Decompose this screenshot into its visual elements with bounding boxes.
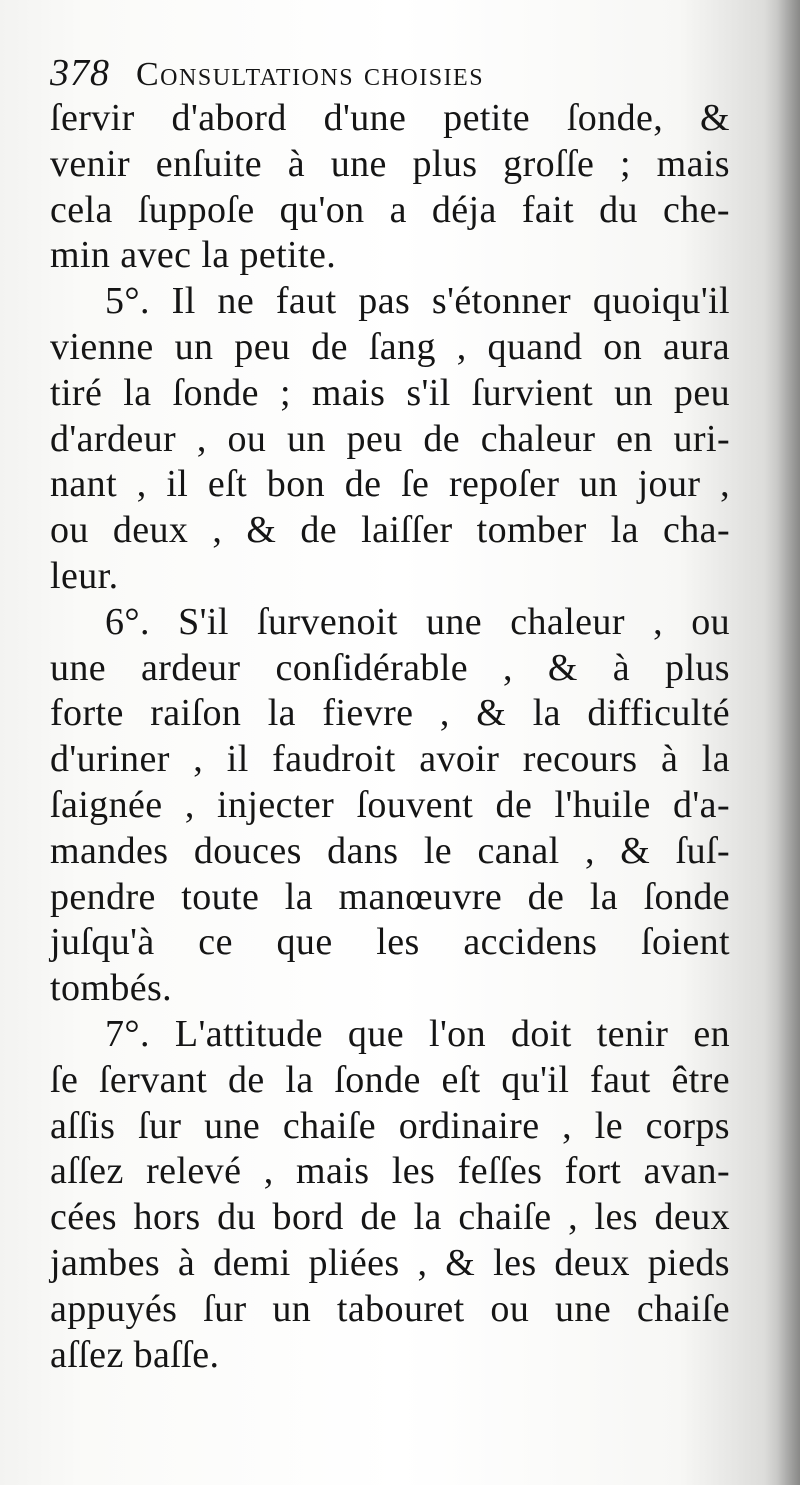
text-line: pendre toute la manœuvre de la ſonde: [50, 875, 730, 918]
text-line: tiré la ſonde ; mais s'il ſurvient un peu: [50, 371, 730, 414]
text-line: aſſez relevé , mais les feſſes fort avan-: [50, 1150, 730, 1193]
text-line: tombés.: [50, 967, 173, 1010]
text-line: min avec la petite.: [50, 234, 337, 277]
page-text: [50, 50, 730, 1378]
text-line: leur.: [50, 554, 119, 597]
text-line: 7°. L'attitude que l'on doit tenir en: [105, 1012, 730, 1055]
text-line: mandes douces dans le canal , & ſuſ-: [50, 829, 730, 872]
text-line: jambes à demi pliées , & les deux pieds: [50, 1241, 730, 1284]
running-head: [50, 50, 730, 96]
text-line: forte raiſon la fievre , & la difficulté: [50, 692, 730, 735]
text-line: cela ſuppoſe qu'on a déja fait du che-: [50, 188, 730, 231]
running-title: Consultations choisies: [136, 56, 485, 93]
page-number: 378: [50, 52, 110, 94]
text-line: d'ardeur , ou un peu de chaleur en uri-: [50, 417, 730, 460]
text-line: 6°. S'il ſurvenoit une chaleur , ou: [105, 600, 730, 643]
text-line: nant , il eſt bon de ſe repoſer un jour ,: [50, 463, 730, 506]
text-line: aſſez baſſe.: [50, 1333, 220, 1376]
text-line: une ardeur conſidérable , & à plus: [50, 646, 730, 689]
text-line: ou deux , & de laiſſer tomber la cha-: [50, 509, 730, 552]
text-line: appuyés ſur un tabouret ou une chaiſe: [50, 1287, 730, 1330]
text-line: vienne un peu de ſang , quand on aura: [50, 325, 730, 368]
text-line: d'uriner , il faudroit avoir recours à la: [50, 738, 730, 781]
text-line: 5°. Il ne faut pas s'étonner quoiqu'il: [105, 280, 730, 323]
text-line: ſaignée , injecter ſouvent de l'huile d'a-: [50, 783, 730, 826]
text-line: cées hors du bord de la chaiſe , les deux: [50, 1196, 730, 1239]
text-line: aſſis ſur une chaiſe ordinaire , le corps: [50, 1104, 730, 1147]
text-line: venir enſuite à une plus groſſe ; mais: [50, 142, 730, 185]
text-line: ſe ſervant de la ſonde eſt qu'il faut être: [50, 1058, 730, 1101]
text-line: ſervir d'abord d'une petite ſonde, &: [50, 97, 730, 139]
binding-shadow: [764, 0, 800, 1485]
text-line: juſqu'à ce que les accidens ſoient: [50, 921, 730, 964]
